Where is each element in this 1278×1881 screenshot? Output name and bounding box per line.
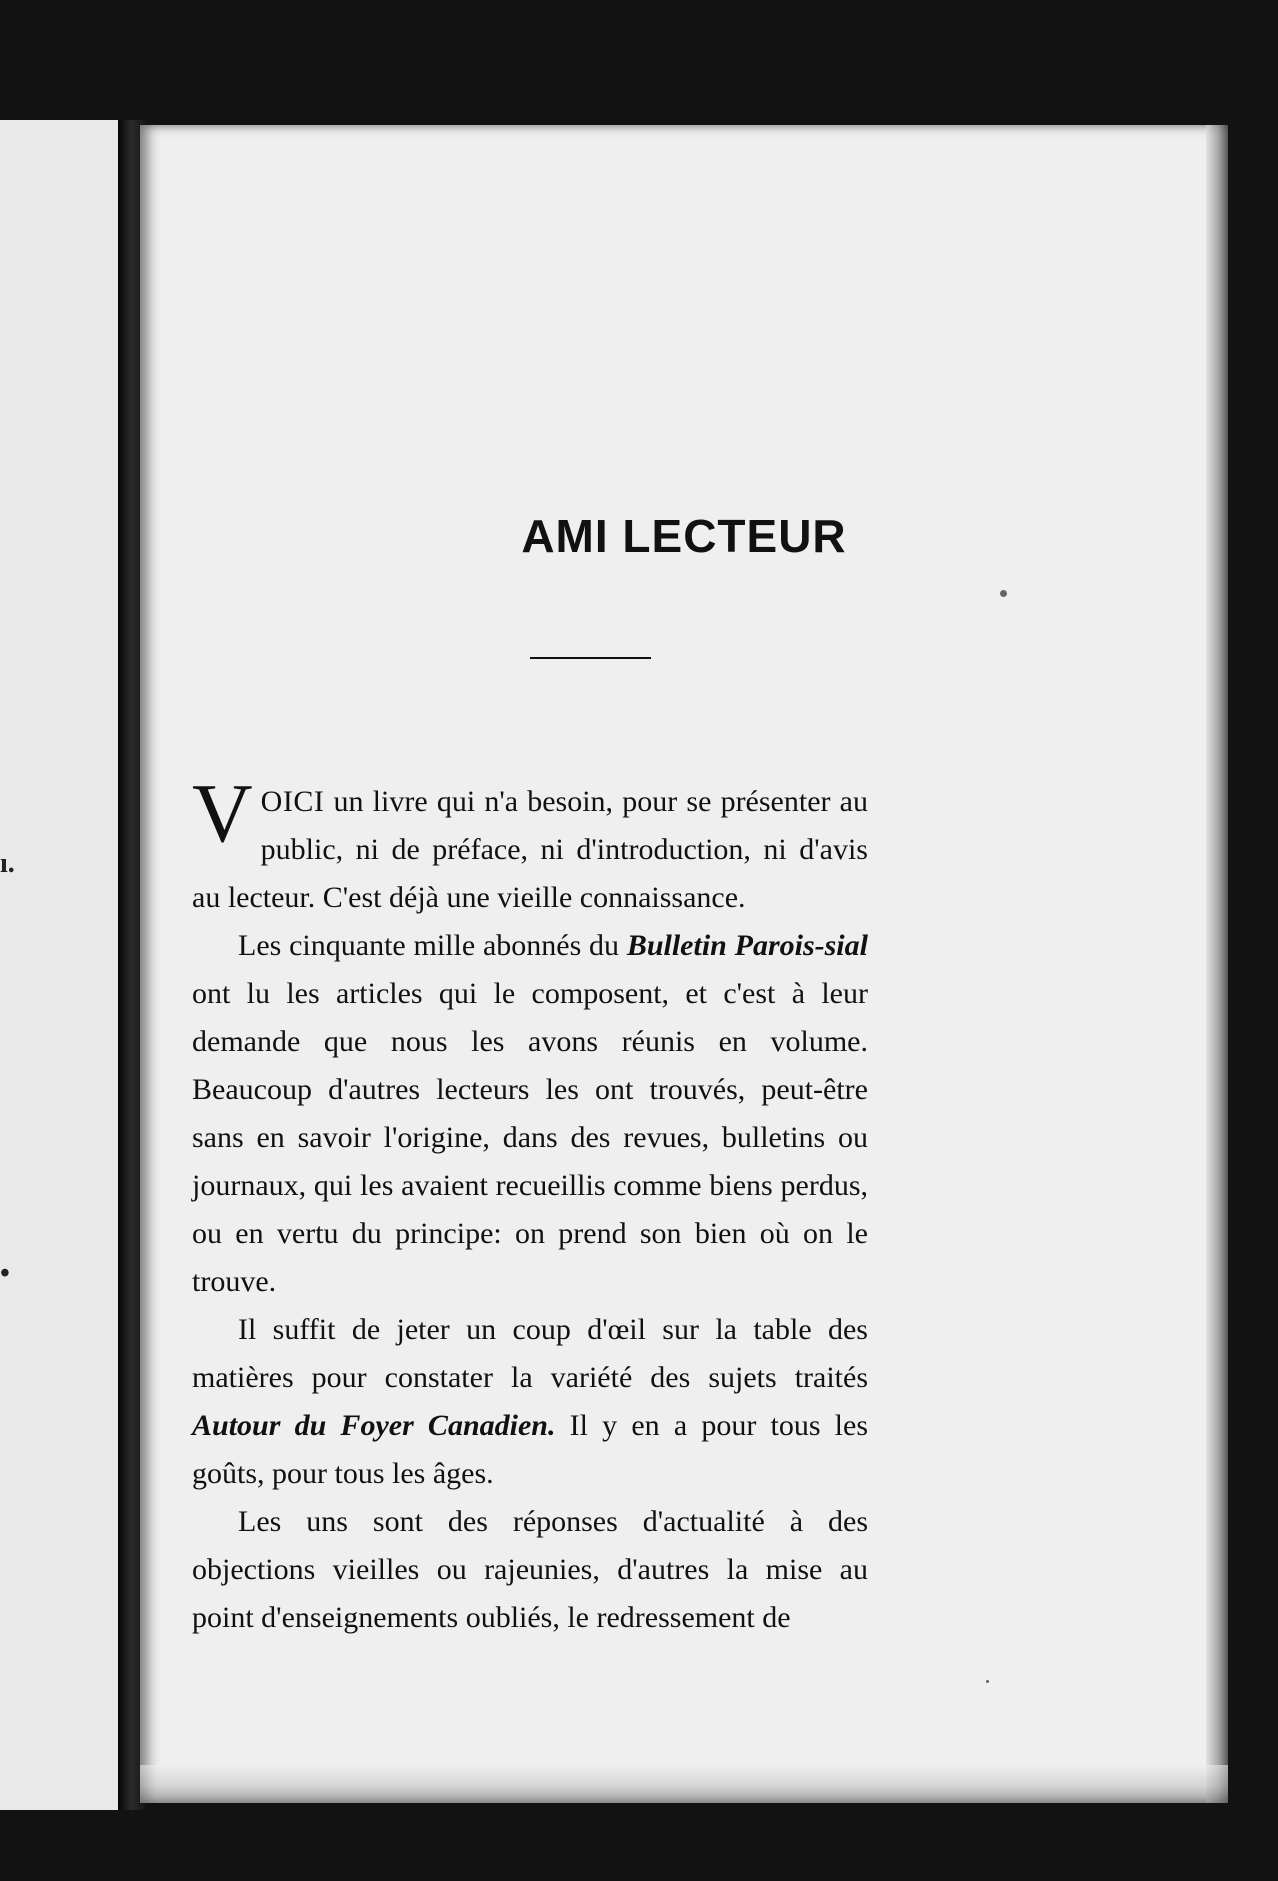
scan-speck (986, 1680, 989, 1683)
paragraph-subscribers-emphasis: Bulletin Parois-sial (626, 929, 868, 962)
left-page-fragment (0, 120, 121, 1810)
page-edge (1206, 125, 1228, 1803)
paragraph-responses-text: Les uns sont des réponses d'actualité à des objections vieilles ou rajeunies, d'autres la mise au point d'enseignements oubliés, le redressement de (192, 1505, 868, 1634)
paragraph-subscribers-suffix: ont lu les articles qui le composent, et c'est à leur demande que nous les avons réunis en volume. Beaucoup d'autres lecteurs les ont trouvés, peut-être sans en savoir l'origine, dans des revues, bulletins ou journaux, qui les avaient recueillis comme biens perdus, ou en vertu du principe: on prend son bien où on le trouve. (192, 977, 868, 1298)
left-margin-mark-top: ı. (0, 848, 15, 879)
page-bottom-edge (140, 1765, 1228, 1803)
paragraph-subjects-emphasis: Autour du Foyer Canadien. (192, 1409, 556, 1442)
intro-lead: OICI (260, 785, 325, 818)
title-rule (530, 657, 651, 659)
paragraph-responses (192, 1498, 868, 1642)
intro-text: un livre qui n'a besoin, pour se présenter au public, ni de préface, ni d'introduction, ni d'avis au lecteur. C'est déjà une vieille connaissance. (192, 785, 868, 914)
paragraph-subscribers (192, 922, 868, 1306)
intro-paragraph (192, 767, 868, 922)
book-page (140, 125, 1228, 1803)
paragraph-subjects-prefix: Il suffit de jeter un coup d'œil sur la table des matières pour constater la variété des sujets traités (192, 1313, 868, 1394)
scan-speck (1000, 590, 1007, 597)
left-margin-mark-bottom: • (0, 1258, 10, 1289)
paragraph-subjects-suffix: Il y en a pour tous les goûts, pour tous les âges. (192, 1409, 869, 1490)
drop-cap: V (192, 767, 253, 860)
page-title: AMI LECTEUR (521, 510, 847, 562)
paragraph-subscribers-prefix: Les cinquante mille abonnés du (238, 929, 627, 962)
paragraph-subjects (192, 1306, 868, 1498)
body-text (192, 767, 869, 1642)
